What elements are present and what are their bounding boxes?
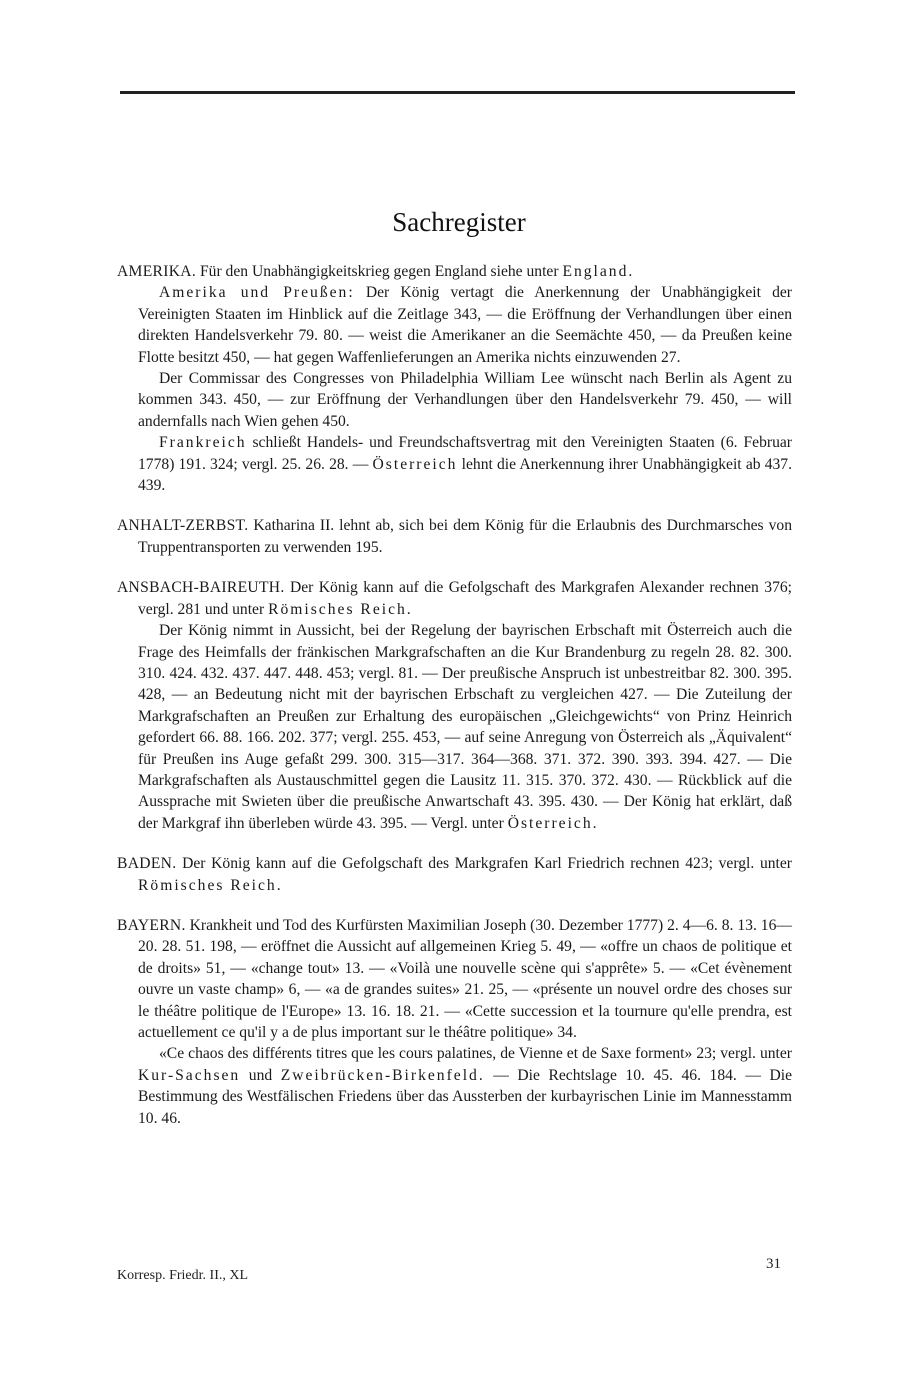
index-body <box>117 261 792 1148</box>
entry-text: «Ce chaos des différents titres que les cours palatines, de Vienne et de Saxe forment» 23; vergl. unter <box>159 1045 792 1063</box>
entry-text: — Die Rechtslage 10. 45. 46. 184. — Die Bestimmung des Westfälischen Friedens über das Aussterben der kurbayrischen Linie im Mannesstamm 10. 46. <box>138 1066 792 1127</box>
entry-paragraph <box>117 620 792 834</box>
entry-xref: Zweibrücken-Birkenfeld. <box>280 1066 485 1084</box>
entry-paragraph <box>117 853 792 896</box>
entry-head: BADEN. <box>117 855 177 873</box>
top-rule <box>120 91 795 94</box>
entry-xref: Frankreich <box>159 434 247 452</box>
page-number: 31 <box>766 1256 781 1272</box>
entry-xref: Kur-Sachsen <box>138 1066 241 1084</box>
entry-head: ANHALT-ZERBST. <box>117 517 249 535</box>
entry-paragraph <box>117 915 792 1043</box>
entry-paragraph <box>117 515 792 558</box>
entry-ansbach-baireuth <box>117 577 792 834</box>
entry-text: Katharina II. lehnt ab, sich bei dem König für die Erlaubnis des Durchmarsches von Truppentransporten zu verwenden 195. <box>138 517 792 556</box>
entry-xref: Österreich. <box>507 814 599 832</box>
entry-paragraph: Der Commissar des Congresses von Philadelphia William Lee wünscht nach Berlin als Agent zu kommen 343. 450, — zur Eröffnung der Verhandlungen über den Handelsverkehr 79. 450, — will andernfalls nach Wien gehen 450. <box>138 370 792 430</box>
entry-amerika <box>117 261 792 496</box>
entry-baden <box>117 853 792 896</box>
entry-xref: Römisches Reich. <box>138 876 283 894</box>
entry-paragraph <box>117 1043 792 1129</box>
entry-text: und <box>240 1066 281 1084</box>
entry-anhalt-zerbst <box>117 515 792 558</box>
entry-bayern <box>117 915 792 1129</box>
entry-paragraph <box>117 577 792 620</box>
entry-paragraph <box>117 261 792 282</box>
entry-text: Der König kann auf die Gefolgschaft des Markgrafen Alexander rechnen 376; vergl. 281 und unter <box>138 579 792 618</box>
entry-text: Für den Unabhängigkeitskrieg gegen England siehe unter <box>196 263 563 280</box>
entry-xref: Römisches Reich. <box>268 600 413 618</box>
entry-paragraph <box>117 282 792 368</box>
entry-text: lehnt die Anerkennung ihrer Unabhängigkeit ab 437. 439. <box>138 455 793 495</box>
entry-head: ANSBACH-BAIREUTH. <box>117 579 285 597</box>
entry-text: schließt Handels- und Freundschaftsvertrag mit den Vereinigten Staaten (6. Februar 1778) 191. 324; vergl. 25. 26. 28. — <box>138 434 792 473</box>
entry-xref: England. <box>562 263 635 280</box>
entry-head: BAYERN. <box>117 916 186 934</box>
entry-text: Der König vertagt die Anerkennung der Unabhängigkeit der Vereinigten Staaten im Hinblick auf die Zeitlage 343, — die Eröffnung der Verhandlungen über einen direkten Handelsverkehr 79. 80. — weist die Amerikaner an die Seemächte 450, — da Preußen keine Flotte besitzt 450, — hat gegen Waffenlieferungen an Amerika nichts einzuwenden 27. <box>138 284 792 366</box>
entry-text: Krankheit und Tod des Kurfürsten Maximilian Joseph (30. Dezember 1777) 2. 4—6. 8. 13. 16—20. 28. 51. 198, — eröffnet die Aussicht auf allgemeinen Krieg 5. 49, — «offre un chaos de politique et de droits» 51, — «change tout» 13. — «Voilà une nouvelle scène qui s'apprête» 5. — «Cet évènement ouvre un vaste champ» 6, — «a de grandes suites» 21. 25, — «présente un nouvel ordre des choses sur le théâtre politique de l'Europe» 13. 16. 18. 21. — «Cette succession et la tournure qu'elle prendra, est actuellement ce qu'il y a de plus important sur le théâtre politique» 34. <box>138 916 792 1041</box>
source-note: Korresp. Friedr. II., XL <box>117 1268 249 1283</box>
entry-text: Der König nimmt in Aussicht, bei der Regelung der bayrischen Erbschaft mit Österreich auch die Frage des Heimfalls der fränkischen Markgrafschaften an die Kur Brandenburg zu regeln 28. 82. 300. 310. 424. 432. 437. 447. 448. 453; vergl. 81. — Der preußische Anspruch ist unbestreitbar 82. 300. 395. 428, — an Bedeutung nicht mit der bayrischen Erbschaft zu vergleichen 427. — Die Zuteilung der Markgrafschaften an Preußen zur Erhaltung des europäischen „Gleichgewichts“ von Prinz Heinrich gefordert 66. 88. 166. 202. 377; vergl. 255. 453, — auf seine Anregung von Österreich als „Äquivalent“ für Preußen ins Auge gefaßt 299. 300. 315—317. 364—368. 371. 372. 390. 393. 394. 427. — Die Markgrafschaften als Austauschmittel gegen die Lausitz 11. 315. 370. 372. 430. — Rückblick auf die Aussprache mit Swieten über die preußische Anwartschaft 43. 395. 430. — Der König hat erklärt, daß der Markgraf ihn überleben würde 43. 395. — Vergl. unter <box>138 622 792 832</box>
entry-subhead: Amerika und Preußen: <box>159 284 355 302</box>
page-title: Sachregister <box>392 207 526 237</box>
entry-xref: Österreich <box>372 455 458 473</box>
entry-head: AMERIKA. <box>117 263 197 280</box>
entry-paragraph <box>117 432 792 496</box>
entry-text: Der König kann auf die Gefolgschaft des Markgrafen Karl Friedrich rechnen 423; vergl. unter <box>176 855 792 873</box>
